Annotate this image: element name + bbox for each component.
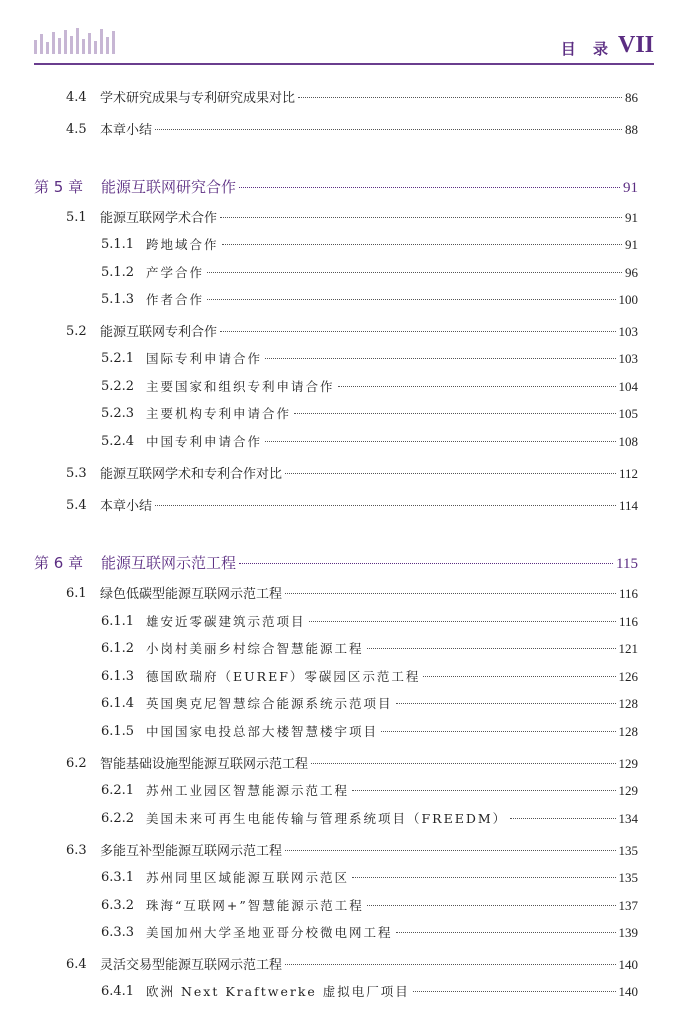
entry-page: 129	[618, 783, 638, 798]
dot-leader	[222, 244, 622, 245]
entry-title: 灵活交易型能源互联网示范工程	[100, 958, 283, 973]
entry-page: 108	[618, 434, 638, 449]
chapter-title: 能源互联网示范工程	[101, 554, 237, 572]
toc-subentry[interactable]	[0, 721, 690, 743]
entry-number: 6.4	[66, 957, 87, 972]
dot-leader	[207, 299, 615, 300]
toc-subentry[interactable]	[0, 638, 690, 660]
dot-leader	[309, 621, 616, 622]
entry-title: 绿色低碳型能源互联网示范工程	[100, 587, 283, 602]
entry-page: 104	[618, 379, 638, 394]
dot-leader	[510, 818, 615, 819]
dot-leader	[285, 473, 616, 474]
toc-entry[interactable]	[0, 321, 690, 343]
dot-leader	[285, 593, 616, 594]
chapter-page: 91	[623, 180, 638, 196]
toc-entry[interactable]	[0, 583, 690, 605]
entry-number: 6.1.2	[101, 641, 135, 656]
dot-leader	[239, 187, 620, 188]
entry-title: 本章小结	[100, 499, 153, 514]
entry-title: 苏州工业园区智慧能源示范工程	[146, 783, 350, 798]
dot-leader	[311, 763, 615, 764]
entry-title: 智能基础设施型能源互联网示范工程	[100, 757, 309, 772]
toc-subentry[interactable]	[0, 262, 690, 284]
toc-subentry[interactable]	[0, 808, 690, 830]
toc-subentry[interactable]	[0, 693, 690, 715]
toc-subentry[interactable]	[0, 403, 690, 425]
dot-leader	[294, 413, 615, 414]
toc-subentry[interactable]	[0, 895, 690, 917]
entry-number: 5.2	[66, 324, 87, 339]
dot-leader	[352, 790, 615, 791]
entry-page: 86	[625, 90, 638, 105]
entry-number: 6.1	[66, 586, 87, 601]
entry-page: 100	[618, 292, 638, 307]
dot-leader	[285, 964, 615, 965]
dot-leader	[338, 386, 616, 387]
entry-title: 雄安近零碳建筑示范项目	[146, 614, 306, 629]
chapter-title: 能源互联网研究合作	[101, 178, 237, 196]
chapter-number: 第 6 章	[34, 554, 84, 572]
entry-page: 135	[618, 870, 638, 885]
entry-number: 5.3	[66, 466, 87, 481]
entry-page: 91	[625, 210, 638, 225]
entry-title: 中国国家电投总部大楼智慧楼宇项目	[146, 724, 379, 739]
header-divider	[34, 63, 654, 65]
entry-number: 6.4.1	[101, 984, 135, 999]
entry-title: 本章小结	[100, 123, 153, 138]
entry-number: 5.4	[66, 498, 87, 513]
entry-page: 105	[618, 406, 638, 421]
entry-number: 5.2.2	[101, 379, 135, 394]
entry-title: 美国未来可再生电能传输与管理系统项目（FREEDM）	[146, 811, 508, 826]
toc-subentry[interactable]	[0, 431, 690, 453]
toc-entry[interactable]	[0, 87, 690, 109]
entry-page: 128	[618, 696, 638, 711]
entry-number: 6.1.3	[101, 669, 135, 684]
entry-page: 121	[618, 641, 638, 656]
dot-leader	[207, 272, 622, 273]
dot-leader	[413, 991, 616, 992]
entry-title: 作者合作	[146, 292, 205, 307]
entry-number: 5.2.1	[101, 351, 135, 366]
entry-page: 103	[618, 324, 638, 339]
entry-page: 103	[618, 351, 638, 366]
dot-leader	[396, 703, 616, 704]
dot-leader	[298, 97, 622, 98]
entry-page: 140	[618, 957, 638, 972]
entry-number: 6.2.2	[101, 811, 135, 826]
chapter-number: 第 5 章	[34, 178, 84, 196]
entry-number: 6.1.4	[101, 696, 135, 711]
entry-number: 6.3.2	[101, 898, 135, 913]
entry-page: 137	[618, 898, 638, 913]
entry-title: 能源互联网学术和专利合作对比	[100, 467, 283, 482]
entry-number: 5.2.4	[101, 434, 135, 449]
dot-leader	[265, 358, 615, 359]
dot-leader	[220, 217, 622, 218]
dot-leader	[381, 731, 615, 732]
toc-entry[interactable]	[0, 840, 690, 862]
toc-subentry[interactable]	[0, 867, 690, 889]
toc-entry[interactable]	[0, 207, 690, 229]
entry-title: 能源互联网学术合作	[100, 211, 218, 226]
entry-title: 英国奥克尼智慧综合能源系统示范项目	[146, 696, 393, 711]
entry-title: 珠海“互联网+”智慧能源示范工程	[146, 898, 364, 913]
entry-page: 91	[625, 237, 638, 252]
entry-title: 多能互补型能源互联网示范工程	[100, 844, 283, 859]
entry-page: 140	[618, 984, 638, 999]
entry-title: 欧洲 Next Kraftwerke 虚拟电厂项目	[146, 984, 410, 999]
entry-number: 4.4	[66, 90, 87, 105]
entry-title: 能源互联网专利合作	[100, 325, 218, 340]
toc-entry[interactable]	[0, 495, 690, 517]
dot-leader	[367, 905, 616, 906]
entry-title: 小岗村美丽乡村综合智慧能源工程	[146, 641, 364, 656]
entry-page: 96	[625, 265, 638, 280]
entry-page: 88	[625, 122, 638, 137]
dot-leader	[285, 850, 615, 851]
entry-page: 134	[618, 811, 638, 826]
entry-title: 产学合作	[146, 265, 205, 280]
dot-leader	[265, 441, 615, 442]
dot-leader	[220, 331, 615, 332]
entry-number: 4.5	[66, 122, 87, 137]
toc-subentry[interactable]	[0, 611, 690, 633]
entry-number: 6.1.1	[101, 614, 135, 629]
dot-leader	[155, 129, 622, 130]
decorative-bars-logo	[34, 28, 115, 54]
section-title: 目 录	[560, 40, 614, 58]
dot-leader	[423, 676, 615, 677]
toc-subentry[interactable]	[0, 922, 690, 944]
entry-number: 5.1.1	[101, 237, 135, 252]
dot-leader	[155, 505, 616, 506]
entry-number: 6.3.1	[101, 870, 135, 885]
dot-leader	[352, 877, 615, 878]
entry-number: 6.1.5	[101, 724, 135, 739]
entry-page: 129	[618, 756, 638, 771]
toc-entry[interactable]	[0, 119, 690, 141]
toc-entry[interactable]	[0, 954, 690, 976]
entry-number: 5.1.3	[101, 292, 135, 307]
entry-number: 6.2.1	[101, 783, 135, 798]
entry-title: 美国加州大学圣地亚哥分校微电网工程	[146, 925, 393, 940]
toc-subentry[interactable]	[0, 376, 690, 398]
entry-page: 114	[618, 498, 638, 513]
page-header	[0, 0, 690, 70]
toc-chapter[interactable]	[0, 176, 690, 198]
toc-entry[interactable]	[0, 753, 690, 775]
entry-title: 国际专利申请合作	[146, 351, 263, 366]
entry-title: 主要国家和组织专利申请合作	[146, 379, 335, 394]
toc-subentry[interactable]	[0, 289, 690, 311]
entry-number: 5.1.2	[101, 265, 135, 280]
entry-number: 6.2	[66, 756, 87, 771]
dot-leader	[396, 932, 616, 933]
entry-title: 中国专利申请合作	[146, 434, 263, 449]
entry-title: 学术研究成果与专利研究成果对比	[100, 91, 296, 106]
toc-subentry[interactable]	[0, 348, 690, 370]
toc-subentry[interactable]	[0, 981, 690, 1003]
entry-number: 6.3.3	[101, 925, 135, 940]
entry-number: 5.2.3	[101, 406, 135, 421]
entry-page: 126	[618, 669, 638, 684]
entry-page: 116	[618, 586, 638, 601]
dot-leader	[239, 563, 613, 564]
entry-number: 6.3	[66, 843, 87, 858]
dot-leader	[367, 648, 616, 649]
entry-page: 112	[618, 466, 638, 481]
page-number: VII	[617, 32, 654, 58]
entry-number: 5.1	[66, 210, 87, 225]
chapter-page: 115	[616, 556, 638, 572]
entry-page: 116	[618, 614, 638, 629]
toc-subentry[interactable]	[0, 780, 690, 802]
entry-page: 128	[618, 724, 638, 739]
toc-entry[interactable]	[0, 463, 690, 485]
toc-subentry[interactable]	[0, 234, 690, 256]
toc-chapter[interactable]	[0, 552, 690, 574]
entry-page: 139	[618, 925, 638, 940]
entry-title: 跨地域合作	[146, 237, 219, 252]
entry-page: 135	[618, 843, 638, 858]
entry-title: 主要机构专利申请合作	[146, 406, 292, 421]
entry-title: 德国欧瑞府（EUREF）零碳园区示范工程	[146, 669, 421, 684]
toc-subentry[interactable]	[0, 666, 690, 688]
entry-title: 苏州同里区域能源互联网示范区	[146, 870, 350, 885]
